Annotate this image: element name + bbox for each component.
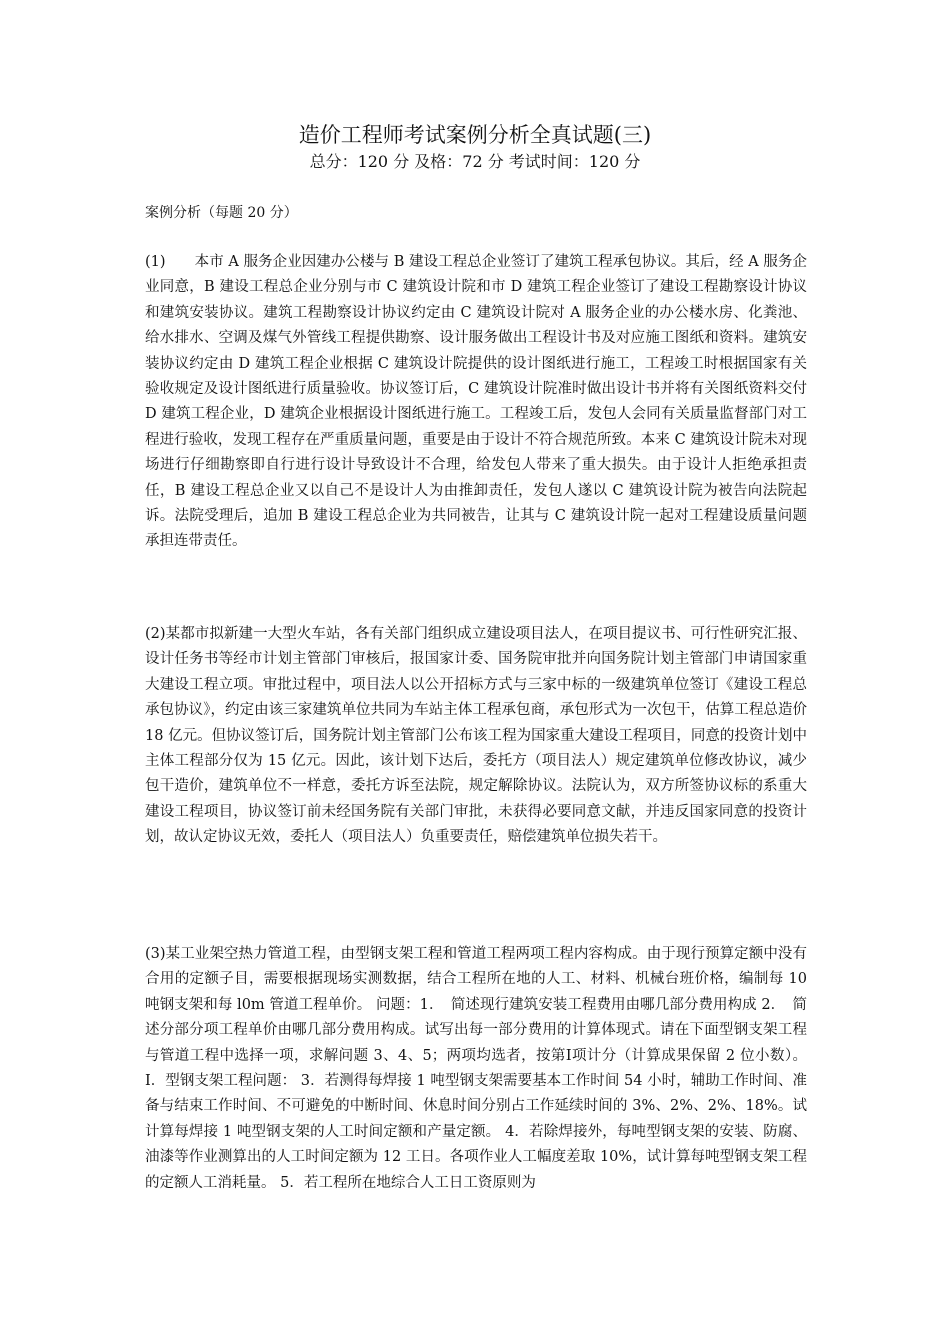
section-heading: 案例分析（每题 20 分） bbox=[145, 205, 298, 221]
question-1: (1) 本市 A 服务企业因建办公楼与 B 建设工程总企业签订了建筑工程承包协议。其后，经 A 服务企业同意，B 建设工程总企业分别与市 C 建筑设计院和市 D 建筑工程企业签订了建设工程勘察设计协议和建筑安装协议。建筑工程勘察设计协议约定由 C 建筑设计院对 A 服务企业的办公楼水房、化粪池、给水排水、空调及煤气外管线工程提供勘察、设计服务做出工程设计书及对应施工图纸和资料。建筑安装协议约定由 D 建筑工程企业根据 C 建筑设计院提供的设计图纸进行施工，工程竣工时根据国家有关验收规定及设计图纸进行质量验收。协议签订后，C 建筑设计院准时做出设计书并将有关图纸资料交付 D 建筑工程企业，D 建筑企业根据设计图纸进行施工。工程竣工后，发包人会同有关质量监督部门对工程进行验收，发现工程存在严重质量问题，重要是由于设计不符合规范所致。本来 C 建筑设计院未对现场进行仔细勘察即自行进行设计导致设计不合理，给发包人带来了重大损失。由于设计人拒绝承担责任，B 建设工程总企业又以自己不是设计人为由推卸责任，发包人遂以 C 建筑设计院为被告向法院起诉。法院受理后，追加 B 建设工程总企业为共同被告，让其与 C 建筑设计院一起对工程建设质量问题承担连带责任。 bbox=[145, 254, 807, 550]
document-title: 造价工程师考试案例分析全真试题(三) bbox=[298, 123, 652, 147]
question-2: (2)某都市拟新建一大型火车站，各有关部门组织成立建设项目法人，在项目提议书、可行性研究汇报、设计任务书等经市计划主管部门审核后，报国家计委、国务院审批并向国务院计划主管部门申请国家重大建设工程立项。审批过程中，项目法人以公开招标方式与三家中标的一级建筑单位签订《建设工程总承包协议》，约定由该三家建筑单位共同为车站主体工程承包商，承包形式为一次包干，估算工程总造价 18 亿元。但协议签订后，国务院计划主管部门公布该工程为国家重大建设工程项目，同意的投资计划中主体工程部分仅为 15 亿元。因此，该计划下达后，委托方（项目法人）规定建筑单位修改协议，减少包干造价，建筑单位不一样意，委托方诉至法院，规定解除协议。法院认为，双方所签协议标的系重大建设工程项目，协议签订前未经国务院有关部门审批，未获得必要同意文献，并违反国家同意的投资计划，故认定协议无效，委托人（项目法人）负重要责任，赔偿建筑单位损失若干。 bbox=[145, 626, 807, 846]
exam-meta: 总分：120 分 及格：72 分 考试时间：120 分 bbox=[309, 152, 641, 171]
question-3: (3)某工业架空热力管道工程，由型钢支架工程和管道工程两项工程内容构成。由于现行预算定额中没有合用的定额子目，需要根据现场实测数据，结合工程所在地的人工、材料、机械台班价格，编制每 10 吨钢支架和每 l0m 管道工程单价。 问题：1． 简述现行建筑安装工程费用由哪几部分费用构成 2． 简述分部分项工程单价由哪几部分费用构成。试写出每一部分费用的计算体现式。请在下面型钢支架工程与管道工程中选择一项，求解问题 3、4、5；两项均选者，按第Ⅰ项计分（计算成果保留 2 位小数）。 Ⅰ．型钢支架工程问题： 3．若测得每焊接 1 吨型钢支架需要基本工作时间 54 小时，辅助工作时间、准备与结束工作时间、不可避免的中断时间、休息时间分别占工作延续时间的 3%、2%、2%、18%。试计算每焊接 1 吨型钢支架的人工时间定额和产量定额。 4．若除焊接外，每吨型钢支架的安装、防腐、油漆等作业测算出的人工时间定额为 12 工日。各项作业人工幅度差取 10%，试计算每吨型钢支架工程的定额人工消耗量。 5．若工程所在地综合人工日工资原则为 bbox=[145, 946, 807, 1191]
